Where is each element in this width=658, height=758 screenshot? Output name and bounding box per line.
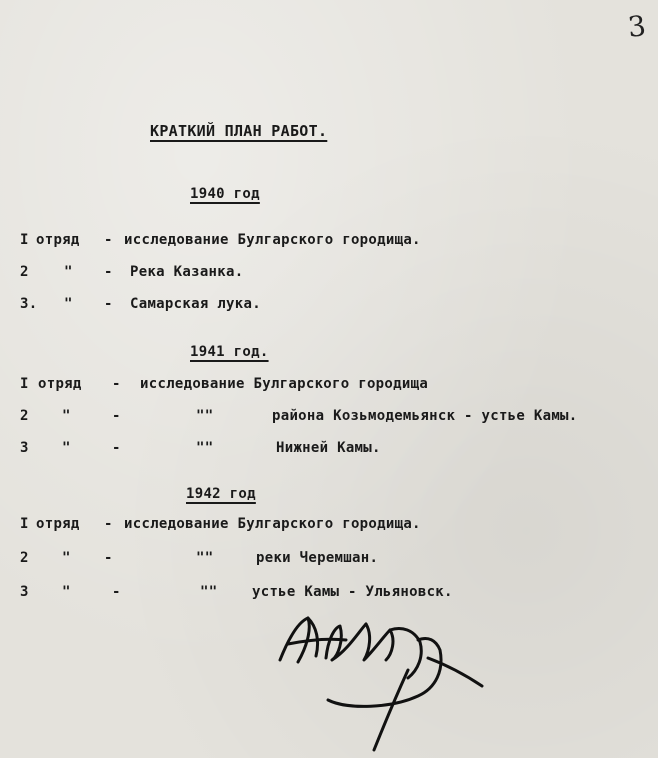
row-number: 2 (20, 408, 29, 424)
ditto-mark: "" (196, 408, 214, 424)
year-heading-1940: 1940 год (190, 186, 260, 202)
row-dash: - (104, 264, 113, 280)
ditto-mark: "" (200, 584, 218, 600)
row-unit: " (62, 440, 71, 456)
row-text: устье Камы - Ульяновск. (252, 584, 453, 600)
row-number: 3 (20, 584, 29, 600)
page-number: 3 (626, 9, 648, 44)
row-text: исследование Булгарского городища. (124, 516, 421, 532)
row-text: Самарская лука. (130, 296, 261, 312)
row-text: исследование Булгарского городища. (124, 232, 421, 248)
ditto-mark: "" (196, 550, 214, 566)
row-text: исследование Булгарского городища (140, 376, 429, 392)
handwritten-signature (268, 600, 508, 755)
row-unit: " (64, 264, 73, 280)
row-unit: отряд (36, 516, 80, 532)
row-unit: " (62, 584, 71, 600)
row-text: района Козьмодемьянск - устье Камы. (272, 408, 578, 424)
row-number: I (20, 376, 29, 392)
row-dash: - (104, 232, 113, 248)
row-number: 2 (20, 264, 29, 280)
document-title: КРАТКИЙ ПЛАН РАБОТ. (150, 122, 328, 140)
ditto-mark: "" (196, 440, 214, 456)
row-number: I (20, 232, 29, 248)
row-unit: " (62, 550, 71, 566)
row-dash: - (104, 516, 113, 532)
row-dash: - (112, 584, 121, 600)
row-unit: отряд (38, 376, 82, 392)
year-heading-1942: 1942 год (186, 486, 256, 502)
row-unit: " (62, 408, 71, 424)
row-dash: - (112, 440, 121, 456)
row-text: Нижней Камы. (276, 440, 381, 456)
row-unit: " (64, 296, 73, 312)
row-number: 3 (20, 440, 29, 456)
row-dash: - (104, 550, 113, 566)
row-text: Река Казанка. (130, 264, 244, 280)
row-text: реки Черемшан. (256, 550, 379, 566)
row-number: 3. (20, 296, 38, 312)
row-dash: - (112, 376, 121, 392)
row-dash: - (112, 408, 121, 424)
row-dash: - (104, 296, 113, 312)
row-number: 2 (20, 550, 29, 566)
year-heading-1941: 1941 год. (190, 344, 269, 360)
row-number: I (20, 516, 29, 532)
row-unit: отряд (36, 232, 80, 248)
